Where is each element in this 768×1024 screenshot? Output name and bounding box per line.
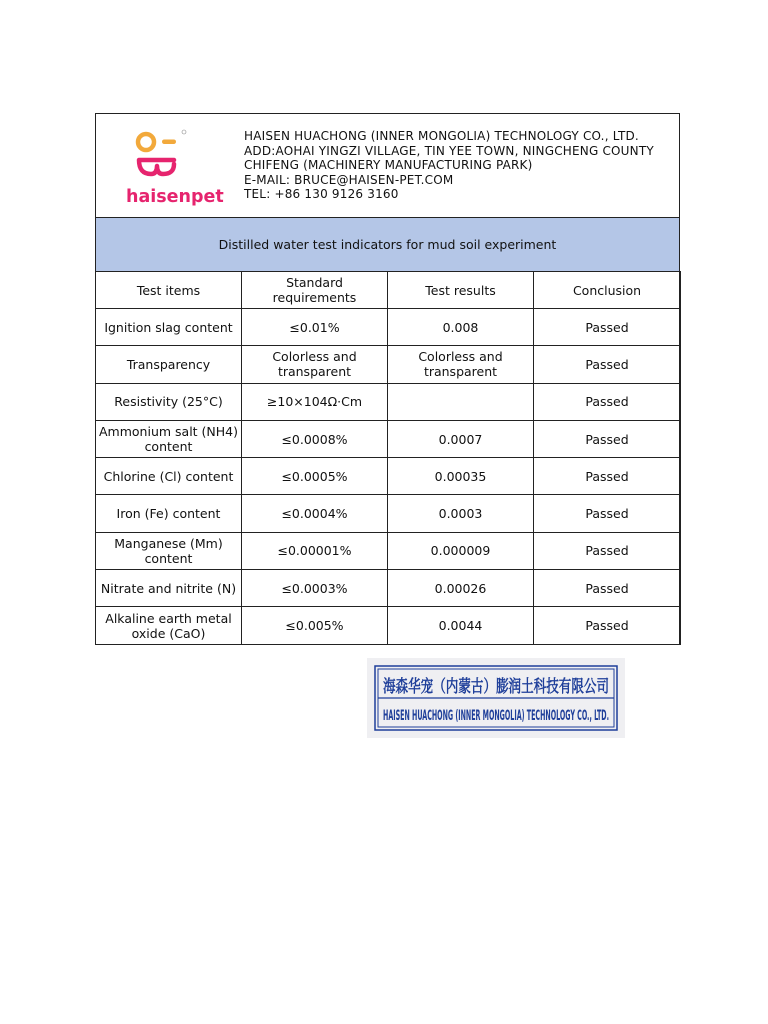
requirement-cell: ≤0.0008%	[242, 420, 388, 457]
test-item-cell: Chlorine (Cl) content	[96, 458, 242, 495]
table-row	[96, 383, 681, 420]
conclusion-cell: Passed	[534, 495, 681, 532]
result-cell: 0.00035	[388, 458, 534, 495]
test-item-cell: Alkaline earth metal oxide (CaO)	[96, 607, 242, 644]
test-item-cell: Resistivity (25°C)	[96, 383, 242, 420]
column-header: Test results	[388, 272, 534, 309]
result-cell	[388, 383, 534, 420]
table-row	[96, 309, 681, 346]
test-item-cell: Transparency	[96, 346, 242, 383]
test-item-cell: Ammonium salt (NH4) content	[96, 420, 242, 457]
column-header: Standard requirements	[242, 272, 388, 309]
conclusion-cell: Passed	[534, 309, 681, 346]
column-header: Test items	[96, 272, 242, 309]
requirement-cell: Colorless and transparent	[242, 346, 388, 383]
test-results-table	[95, 271, 681, 645]
requirement-cell: ≤0.005%	[242, 607, 388, 644]
result-cell: Colorless and transparent	[388, 346, 534, 383]
table-row	[96, 607, 681, 644]
result-cell: 0.0007	[388, 420, 534, 457]
requirement-cell: ≤0.01%	[242, 309, 388, 346]
letterhead	[96, 114, 679, 218]
conclusion-cell: Passed	[534, 346, 681, 383]
conclusion-cell: Passed	[534, 532, 681, 569]
stamp-chinese-line: 海森华宠（内蒙古）膨润土科技有限公司	[383, 677, 689, 697]
requirement-cell: ≤0.0004%	[242, 495, 388, 532]
company-name: HAISEN HUACHONG (INNER MONGOLIA) TECHNOLOGY CO., LTD.	[244, 129, 639, 143]
conclusion-cell: Passed	[534, 383, 681, 420]
table-row	[96, 458, 681, 495]
stamp-english-line: HAISEN HUACHONG (INNER MONGOLIA) TECHNOLOGY CO., LTD.	[383, 708, 609, 724]
test-item-cell: Manganese (Mm) content	[96, 532, 242, 569]
test-item-cell: Iron (Fe) content	[96, 495, 242, 532]
company-info	[244, 129, 654, 202]
result-cell: 0.000009	[388, 532, 534, 569]
company-phone: TEL: +86 130 9126 3160	[244, 187, 399, 202]
table-row	[96, 420, 681, 457]
company-stamp	[367, 658, 689, 738]
result-cell: 0.008	[388, 309, 534, 346]
company-address-line-1: ADD:AOHAI YINGZI VILLAGE, TIN YEE TOWN, NINGCHENG COUNTY	[244, 143, 654, 158]
document-title: Distilled water test indicators for mud soil experiment	[96, 218, 679, 272]
requirement-cell: ≤0.0005%	[242, 458, 388, 495]
test-item-cell: Ignition slag content	[96, 309, 242, 346]
table-row	[96, 570, 681, 607]
report-frame	[95, 113, 680, 645]
requirement-cell: ≥10×104Ω·Cm	[242, 383, 388, 420]
company-address-line-2: CHIFENG (MACHINERY MANUFACTURING PARK)	[244, 158, 533, 173]
brand-wordmark: haisenpet	[126, 187, 224, 207]
conclusion-cell: Passed	[534, 420, 681, 457]
table-row	[96, 346, 681, 383]
company-email: E-MAIL: BRUCE@HAISEN-PET.COM	[244, 172, 454, 187]
result-cell: 0.00026	[388, 570, 534, 607]
haisenpet-logo	[124, 126, 224, 210]
result-cell: 0.0044	[388, 607, 534, 644]
conclusion-cell: Passed	[534, 458, 681, 495]
result-cell: 0.0003	[388, 495, 534, 532]
conclusion-cell: Passed	[534, 607, 681, 644]
table-row	[96, 495, 681, 532]
requirement-cell: ≤0.0003%	[242, 570, 388, 607]
table-header-row	[96, 272, 681, 309]
requirement-cell: ≤0.00001%	[242, 532, 388, 569]
column-header: Conclusion	[534, 272, 681, 309]
conclusion-cell: Passed	[534, 570, 681, 607]
test-item-cell: Nitrate and nitrite (N)	[96, 570, 242, 607]
table-row	[96, 532, 681, 569]
